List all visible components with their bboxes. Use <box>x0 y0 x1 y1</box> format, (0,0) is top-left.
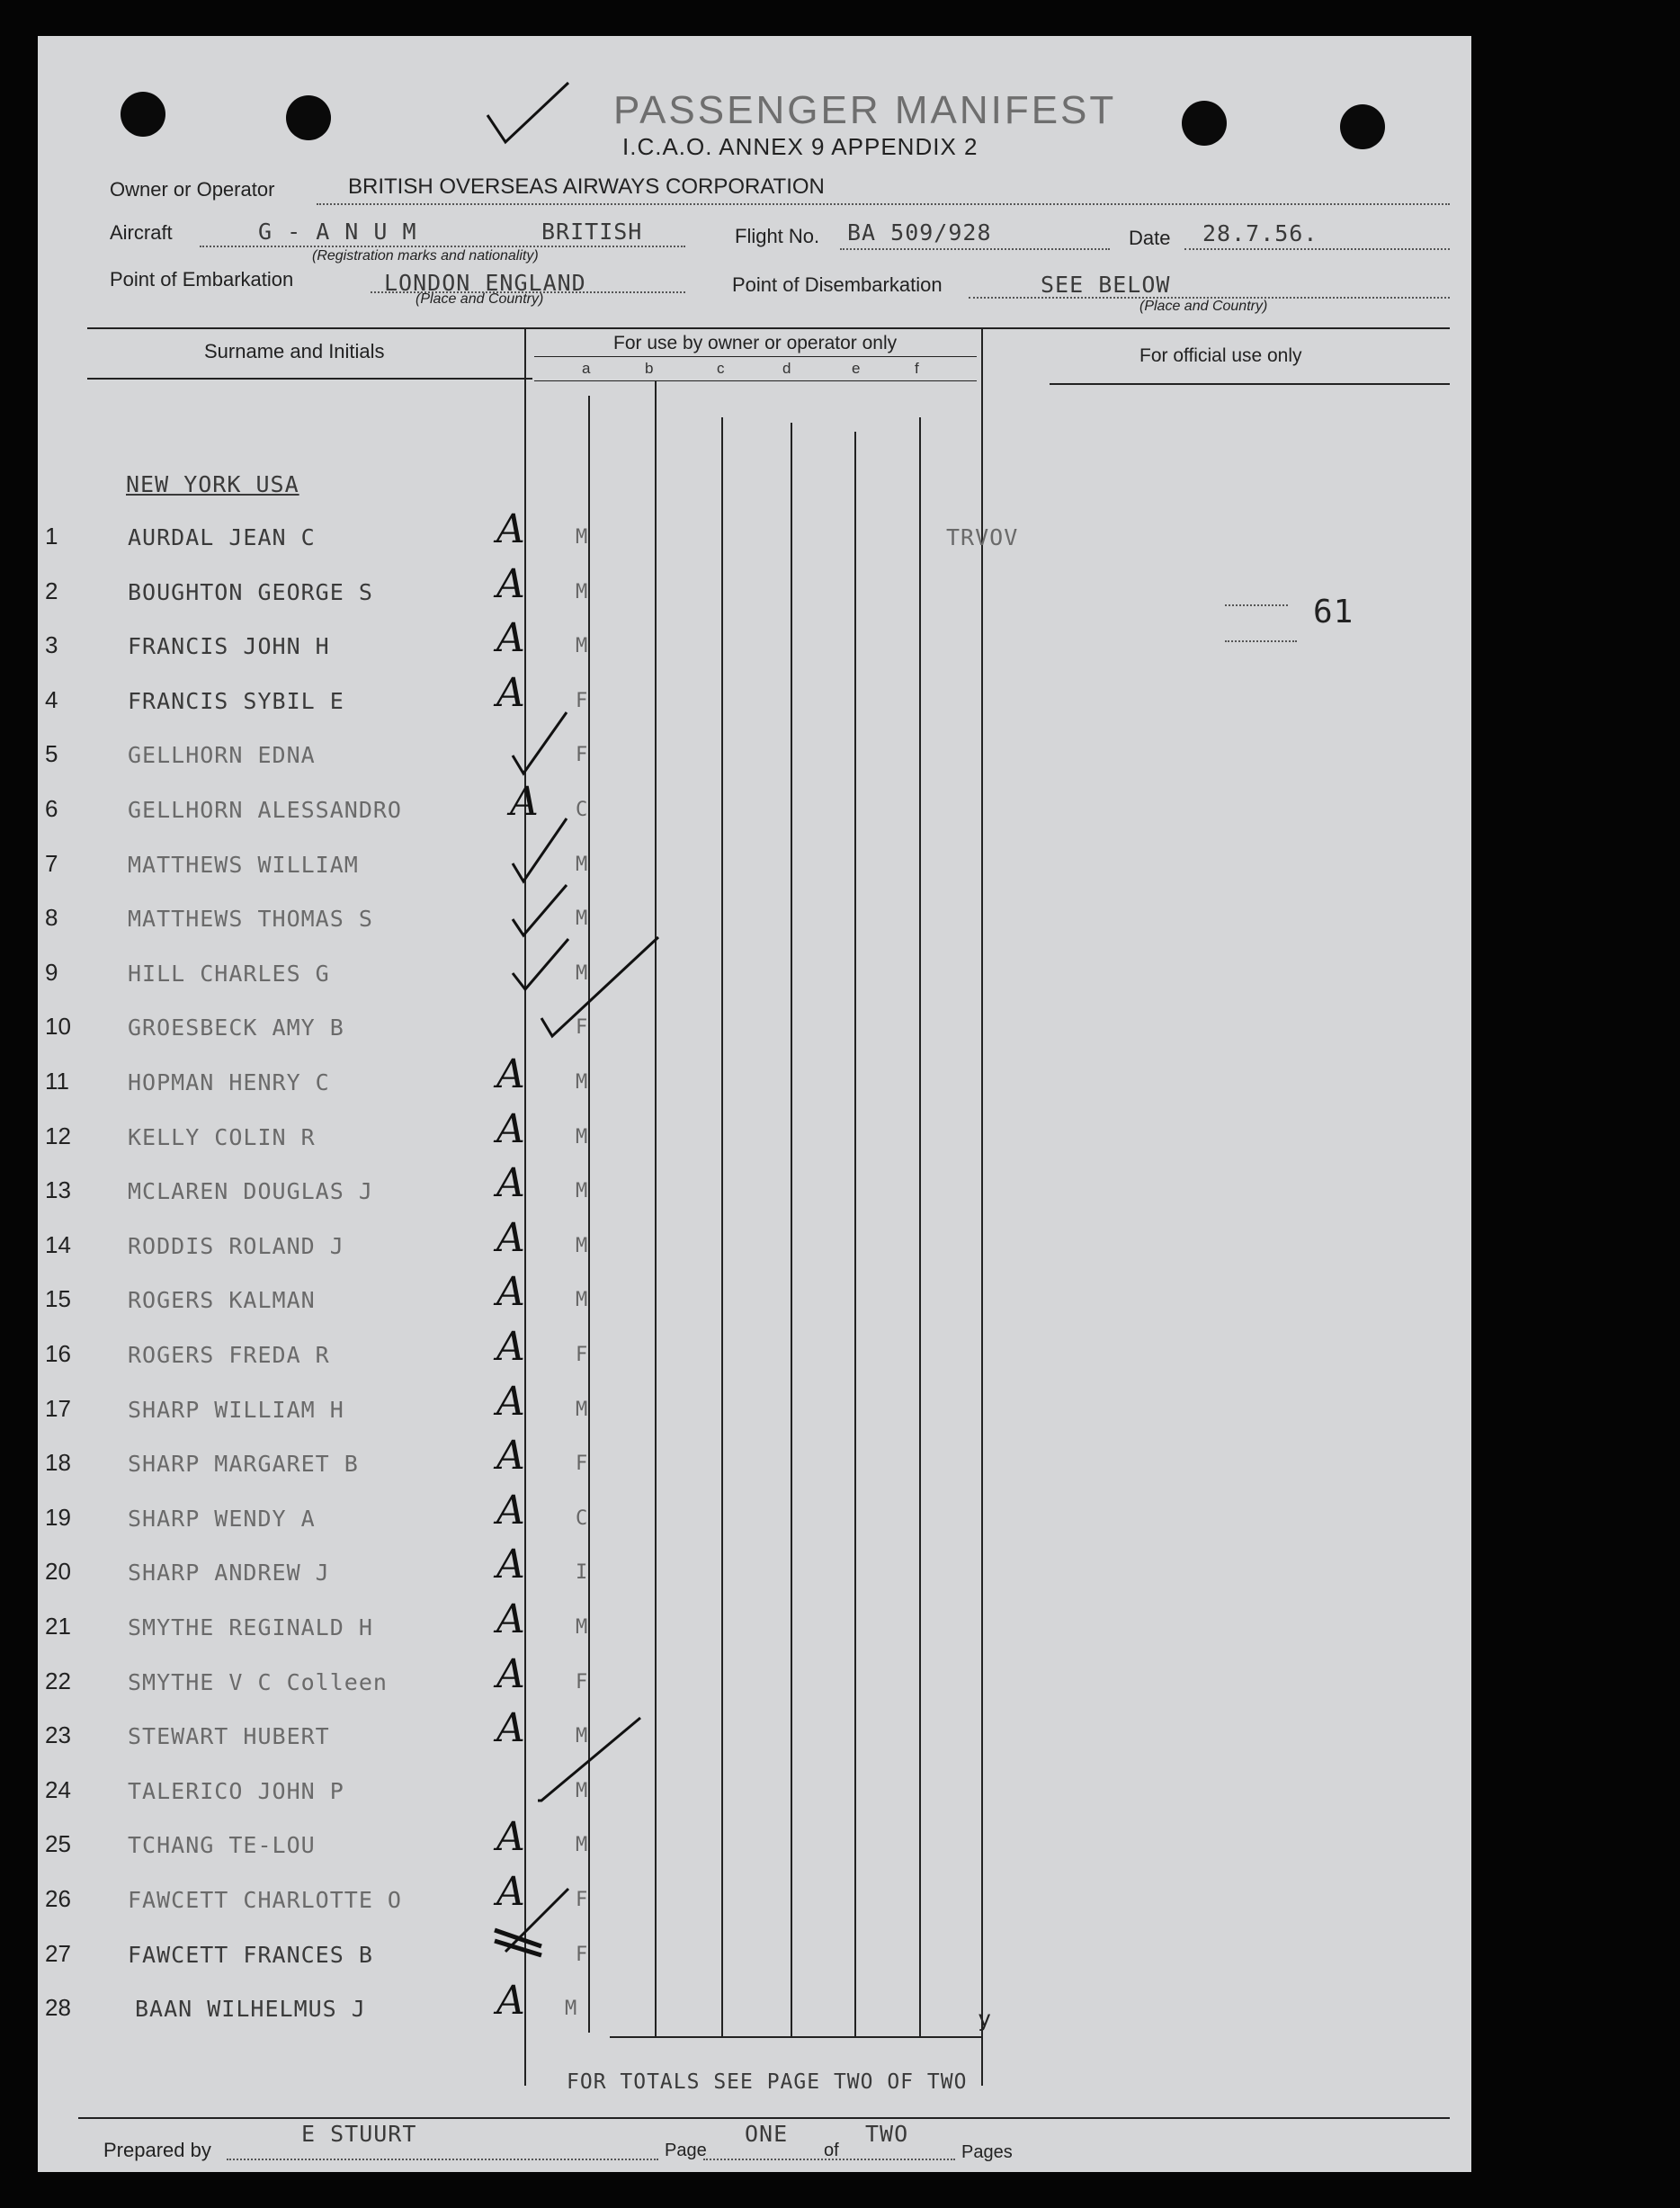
end-mark: y <box>978 2006 993 2032</box>
sub-column-f: f <box>915 360 919 377</box>
passenger-category: M <box>576 1234 588 1257</box>
check-mark <box>513 818 567 881</box>
page-label: Page <box>665 2141 707 2160</box>
row-number: 22 <box>45 1667 71 1694</box>
prepared-dotted-line <box>227 2159 658 2160</box>
row-number: 7 <box>45 849 58 877</box>
handwritten-mark: A <box>496 1214 525 1261</box>
passenger-name: SMYTHE REGINALD H <box>128 1614 373 1640</box>
disembarkation-value: SEE BELOW <box>1041 272 1171 298</box>
handwritten-mark: A <box>510 779 539 825</box>
embarkation-value: LONDON ENGLAND <box>384 270 586 296</box>
sub-column-c: c <box>717 360 725 377</box>
passenger-category: I <box>576 1561 588 1585</box>
passenger-name: BOUGHTON GEORGE S <box>128 578 373 605</box>
passenger-name: FAWCETT FRANCES B <box>128 1941 373 1968</box>
row-number: 19 <box>45 1503 71 1531</box>
passenger-category: F <box>576 689 588 712</box>
handwritten-mark: A <box>496 1269 525 1316</box>
pages-label: Pages <box>961 2142 1013 2162</box>
passenger-name: MCLAREN DOUGLAS J <box>128 1178 373 1205</box>
aircraft-nationality: BRITISH <box>541 219 643 245</box>
passenger-name: TALERICO JOHN P <box>128 1777 344 1804</box>
passenger-name: FRANCIS SYBIL E <box>128 687 344 714</box>
check-mark <box>513 939 568 989</box>
aircraft-registration: G - A N U M <box>258 219 417 245</box>
row-number: 17 <box>45 1394 71 1422</box>
passenger-name: SHARP ANDREW J <box>128 1560 330 1587</box>
sub-column-b: b <box>645 360 654 377</box>
handwritten-mark: A <box>496 1978 525 2025</box>
totals-note: FOR TOTALS SEE PAGE TWO OF TWO <box>567 2070 968 2094</box>
handwritten-mark: A <box>496 1650 525 1697</box>
destination-heading: NEW YORK USA <box>126 471 299 497</box>
handwritten-mark: A <box>496 1869 525 1915</box>
row1-note: TRVOV <box>946 524 1019 550</box>
row-number: 4 <box>45 685 58 713</box>
row-number: 27 <box>45 1939 71 1967</box>
handwritten-mark: A <box>496 1705 525 1752</box>
handwritten-mark: A <box>496 669 525 716</box>
row-number: 5 <box>45 740 58 768</box>
handwritten-mark: A <box>496 615 525 662</box>
passenger-name: GELLHORN ALESSANDRO <box>128 797 402 823</box>
passenger-name: GROESBECK AMY B <box>128 1015 344 1041</box>
owner-label: Owner or Operator <box>110 178 275 201</box>
handwritten-mark: A <box>496 1433 525 1479</box>
sub-column-d: d <box>782 360 791 377</box>
row-number: 1 <box>45 523 58 550</box>
passenger-name: ROGERS FREDA R <box>128 1342 330 1368</box>
row-number: 28 <box>45 1994 71 2022</box>
passenger-name: BAAN WILHELMUS J <box>135 1996 366 2023</box>
check-mark <box>505 1889 568 1952</box>
passenger-category: M <box>576 1398 588 1421</box>
row-number: 9 <box>45 958 58 986</box>
check-mark <box>513 885 567 935</box>
handwritten-mark: A <box>496 1814 525 1861</box>
check-mark <box>513 712 567 773</box>
passenger-name: GELLHORN EDNA <box>128 742 316 769</box>
embarkation-caption: (Place and Country) <box>416 291 544 307</box>
official-number: 61 <box>1313 594 1354 630</box>
disembarkation-label: Point of Disembarkation <box>732 273 943 296</box>
date-value: 28.7.56. <box>1202 220 1318 246</box>
passenger-category: M <box>576 580 588 603</box>
passenger-name: SHARP WENDY A <box>128 1505 316 1532</box>
row-number: 18 <box>45 1449 71 1477</box>
column-owner-header: For use by owner or operator only <box>613 333 898 353</box>
handwritten-mark: A <box>496 1105 525 1152</box>
passenger-name: KELLY COLIN R <box>128 1123 316 1150</box>
page-subtitle: I.C.A.O. ANNEX 9 APPENDIX 2 <box>622 133 979 160</box>
column-official-header: For official use only <box>1139 345 1302 366</box>
totals-rule <box>610 2036 983 2038</box>
flight-number: BA 509/928 <box>847 219 992 246</box>
passenger-category: F <box>576 1344 588 1366</box>
passenger-name: HOPMAN HENRY C <box>128 1069 330 1095</box>
prepared-by-label: Prepared by <box>103 2139 211 2161</box>
passenger-category: F <box>576 1016 588 1040</box>
row-number: 10 <box>45 1013 71 1041</box>
handwritten-mark: A <box>496 506 525 552</box>
row-number: 3 <box>45 631 58 659</box>
row-number: 11 <box>45 1068 69 1095</box>
row-number: 26 <box>45 1885 71 1912</box>
passenger-name: RODDIS ROLAND J <box>128 1232 344 1259</box>
embarkation-label: Point of Embarkation <box>110 268 294 291</box>
row-number: 15 <box>45 1285 71 1313</box>
handwritten-mark: A <box>496 1160 525 1207</box>
flight-label: Flight No. <box>735 225 820 247</box>
footer-rule <box>78 2117 1450 2119</box>
passenger-name: STEWART HUBERT <box>128 1723 330 1750</box>
row-number: 13 <box>45 1176 71 1204</box>
passenger-category: F <box>576 1670 588 1694</box>
row-number: 24 <box>45 1775 71 1803</box>
passenger-name: HILL CHARLES G <box>128 960 330 987</box>
manifest-sheet <box>38 36 1471 2172</box>
owner-value: BRITISH OVERSEAS AIRWAYS CORPORATION <box>348 174 825 199</box>
passenger-category: M <box>576 853 588 876</box>
passenger-category: M <box>576 1616 588 1639</box>
passenger-category: F <box>576 1943 588 1966</box>
handwritten-mark: A <box>496 1378 525 1425</box>
page-value: ONE <box>745 2121 789 2147</box>
of-value: TWO <box>865 2121 909 2147</box>
passenger-category: M <box>576 961 588 985</box>
row-number: 8 <box>45 904 58 932</box>
passenger-name: SMYTHE V C Colleen <box>128 1668 388 1695</box>
row-number: 25 <box>45 1830 71 1858</box>
handwritten-mark: A <box>496 1596 525 1642</box>
row-number: 20 <box>45 1558 71 1586</box>
passenger-name: FAWCETT CHARLOTTE O <box>128 1887 402 1913</box>
passenger-category: M <box>576 1289 588 1312</box>
passenger-category: M <box>576 1725 588 1748</box>
check-marks-layer <box>38 36 1471 2172</box>
aircraft-label: Aircraft <box>110 221 173 244</box>
passenger-name: SHARP MARGARET B <box>128 1451 359 1478</box>
passenger-category: C <box>576 1506 588 1530</box>
handwritten-mark: A <box>496 1324 525 1370</box>
check-mark <box>538 1718 640 1801</box>
row-number: 16 <box>45 1340 71 1367</box>
passenger-name: AURDAL JEAN C <box>128 524 316 550</box>
handwritten-mark: A <box>496 1051 525 1097</box>
prepared-by-value: E STUURT <box>301 2121 417 2147</box>
date-label: Date <box>1129 227 1171 249</box>
row-number: 2 <box>45 577 58 604</box>
passenger-category: F <box>576 1453 588 1476</box>
of-label: of <box>824 2141 839 2160</box>
row-number: 23 <box>45 1721 71 1749</box>
passenger-name: MATTHEWS WILLIAM <box>128 851 359 878</box>
passenger-name: MATTHEWS THOMAS S <box>128 906 373 933</box>
passenger-category: M <box>576 1834 588 1857</box>
column-surname-header: Surname and Initials <box>204 340 385 362</box>
row-number: 21 <box>45 1613 71 1640</box>
handwritten-mark: A <box>496 1542 525 1588</box>
passenger-name: FRANCIS JOHN H <box>128 633 330 660</box>
page-dotted-line <box>703 2159 955 2160</box>
passenger-category: M <box>576 1125 588 1149</box>
row-number: 12 <box>45 1122 71 1149</box>
passenger-name: TCHANG TE-LOU <box>128 1832 316 1859</box>
passenger-category: F <box>576 1889 588 1911</box>
passenger-category: F <box>576 744 588 767</box>
passenger-name: ROGERS KALMAN <box>128 1287 316 1314</box>
passenger-category: M <box>576 1071 588 1094</box>
passenger-category: M <box>576 1180 588 1203</box>
sub-column-e: e <box>852 360 861 377</box>
row-number: 6 <box>45 795 58 822</box>
sub-column-a: a <box>582 360 591 377</box>
handwritten-mark: A <box>496 560 525 607</box>
registration-caption: (Registration marks and nationality) <box>312 248 539 264</box>
disembarkation-caption: (Place and Country) <box>1139 299 1268 314</box>
passenger-category: M <box>576 635 588 658</box>
page-title: PASSENGER MANIFEST <box>613 88 1117 132</box>
passenger-name: SHARP WILLIAM H <box>128 1396 344 1423</box>
passenger-category: M <box>565 1998 577 2021</box>
handwritten-mark: A <box>496 1487 525 1533</box>
passenger-category: M <box>576 1779 588 1802</box>
row-number: 14 <box>45 1230 71 1258</box>
passenger-category: M <box>576 526 588 549</box>
passenger-category: C <box>576 799 588 821</box>
passenger-category: M <box>576 907 588 931</box>
